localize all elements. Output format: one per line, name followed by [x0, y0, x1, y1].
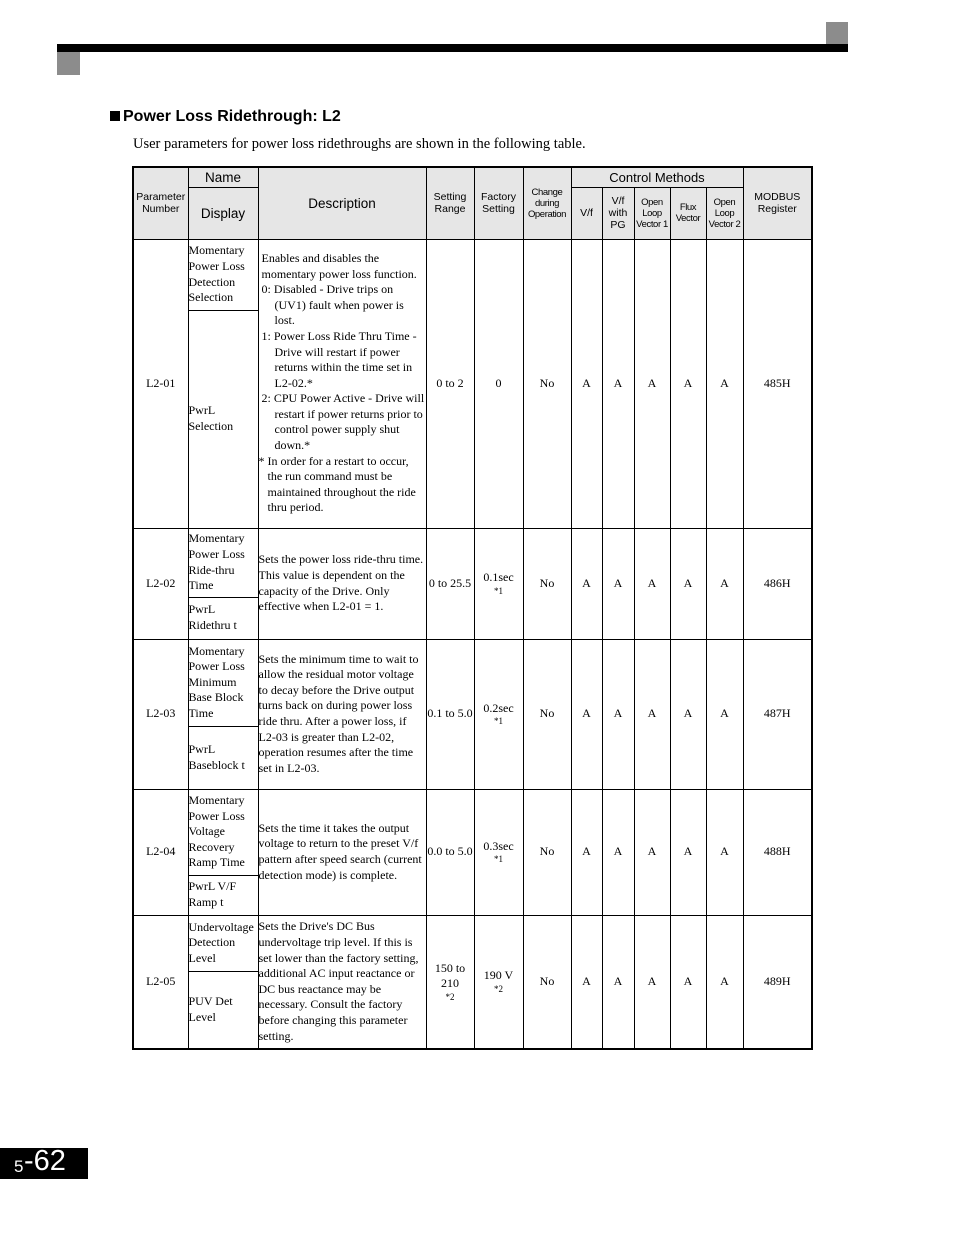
param-number: L2-05	[133, 915, 188, 1049]
param-number: L2-02	[133, 528, 188, 639]
section-title	[110, 108, 341, 126]
factory-footnote: *1	[494, 716, 503, 727]
method-vf: A	[571, 239, 602, 528]
setting-range: 0 to 2	[426, 239, 474, 528]
table-row	[133, 639, 812, 726]
modbus-register: 485H	[743, 239, 812, 528]
table-row	[133, 528, 812, 597]
param-description: Sets the minimum time to wait to allow the residual motor voltage to decay before the Drive output turns back on during power loss ride thru. After a power loss, if L2-03 is greater than L2-02, operation resumes after the time set in L2-03.	[258, 639, 426, 789]
page-number-tab	[0, 1145, 88, 1179]
desc-line: 0: Disabled - Drive trips on (UV1) fault when power is lost.	[261, 282, 404, 328]
table-row	[133, 915, 812, 971]
setting-range: 0.0 to 5.0	[426, 789, 474, 915]
header-name: Name	[188, 167, 258, 187]
change-during-operation: No	[523, 528, 571, 639]
method-olv1: A	[634, 789, 670, 915]
method-olv2: A	[706, 239, 743, 528]
method-olv2: A	[706, 639, 743, 789]
method-vf: A	[571, 528, 602, 639]
range-footnote: *2	[445, 991, 455, 1002]
header-modbus-register: MODBUS Register	[743, 167, 812, 239]
factory-footnote: *1	[494, 585, 503, 596]
method-olv2: A	[706, 789, 743, 915]
header-open-loop-vector-1: Open Loop Vector 1	[634, 187, 670, 239]
param-name: Momentary Power Loss Detection Selection	[188, 239, 258, 310]
desc-line: Enables and disables the momentary power loss function.	[261, 250, 417, 281]
square-bullet-icon	[110, 111, 120, 121]
param-description: Sets the Drive's DC Bus undervoltage trip level. If this is set lower than the factory setting, additional AC input reactance or DC bus reactance may be necessary. Consult the factory before changing this parameter setting.	[258, 915, 426, 1049]
modbus-register: 489H	[743, 915, 812, 1049]
range-value: 150 to 210	[434, 960, 466, 991]
param-number: L2-01	[133, 239, 188, 528]
method-olv1: A	[634, 639, 670, 789]
modbus-register: 486H	[743, 528, 812, 639]
parameter-table	[132, 166, 813, 1050]
param-display: PwrL Ridethru t	[188, 597, 258, 639]
method-olv1: A	[634, 239, 670, 528]
method-flux: A	[670, 915, 706, 1049]
header-tab-right	[826, 22, 848, 44]
method-vf-pg: A	[602, 639, 634, 789]
header-control-methods: Control Methods	[571, 167, 743, 187]
header-parameter-number: Parameter Number	[133, 167, 188, 239]
method-vf: A	[571, 639, 602, 789]
factory-setting	[474, 528, 523, 639]
header-description: Description	[258, 167, 426, 239]
header-vf: V/f	[571, 187, 602, 239]
factory-footnote: *2	[494, 984, 503, 995]
factory-value: 190 V	[483, 968, 514, 983]
method-vf-pg: A	[602, 239, 634, 528]
header-change-during-operation: Change during Operation	[523, 167, 571, 239]
param-description	[258, 239, 426, 528]
setting-range	[426, 915, 474, 1049]
param-name: Momentary Power Loss Voltage Recovery Ramp Time	[188, 789, 258, 875]
method-vf: A	[571, 789, 602, 915]
method-vf-pg: A	[602, 528, 634, 639]
factory-setting	[474, 789, 523, 915]
method-olv1: A	[634, 528, 670, 639]
header-open-loop-vector-2: Open Loop Vector 2	[706, 187, 743, 239]
desc-line: 1: Power Loss Ride Thru Time - Drive will restart if power returns within the time set in L2-02.*	[261, 328, 417, 390]
param-description: Sets the power loss ride-thru time. This value is dependent on the capacity of the Drive. Only effective when L2-01 = 1.	[258, 528, 426, 639]
change-during-operation: No	[523, 915, 571, 1049]
setting-range: 0 to 25.5	[426, 528, 474, 639]
method-flux: A	[670, 639, 706, 789]
table-row	[133, 789, 812, 875]
param-display: PUV Det Level	[188, 971, 258, 1049]
param-number: L2-04	[133, 789, 188, 915]
param-description: Sets the time it takes the output voltage to return to the preset V/f pattern after speed search (current detection mode) is complete.	[258, 789, 426, 915]
factory-setting	[474, 915, 523, 1049]
factory-setting: 0	[474, 239, 523, 528]
factory-footnote: *1	[494, 854, 503, 865]
method-olv2: A	[706, 528, 743, 639]
param-display: PwrL Baseblock t	[188, 726, 258, 789]
desc-line: 2: CPU Power Active - Drive will restart if power returns prior to control power supply shut down.*	[261, 391, 425, 453]
method-vf-pg: A	[602, 915, 634, 1049]
factory-setting	[474, 639, 523, 789]
param-display: PwrL V/F Ramp t	[188, 875, 258, 915]
method-olv1: A	[634, 915, 670, 1049]
table-row	[133, 239, 812, 310]
header-factory-setting: Factory Setting	[474, 167, 523, 239]
chapter-number: 5	[14, 1157, 24, 1176]
change-during-operation: No	[523, 789, 571, 915]
header-vf-with-pg: V/f with PG	[602, 187, 634, 239]
change-during-operation: No	[523, 639, 571, 789]
modbus-register: 488H	[743, 789, 812, 915]
section-title-text: Power Loss Ridethrough: L2	[123, 108, 341, 125]
change-during-operation: No	[523, 239, 571, 528]
method-flux: A	[670, 528, 706, 639]
page-number: -62	[24, 1145, 66, 1177]
method-flux: A	[670, 789, 706, 915]
factory-value: 0.2sec	[483, 700, 514, 715]
method-olv2: A	[706, 915, 743, 1049]
param-name: Momentary Power Loss Ride-thru Time	[188, 528, 258, 597]
header-display: Display	[188, 187, 258, 239]
param-name: Momentary Power Loss Minimum Base Block Time	[188, 639, 258, 726]
factory-value: 0.1sec	[483, 570, 514, 585]
method-flux: A	[670, 239, 706, 528]
factory-value: 0.3sec	[483, 838, 514, 853]
method-vf-pg: A	[602, 789, 634, 915]
header-rule	[57, 44, 848, 52]
param-name: Undervoltage Detection Level	[188, 915, 258, 971]
header-setting-range: Setting Range	[426, 167, 474, 239]
section-intro: User parameters for power loss ridethroughs are shown in the following table.	[133, 136, 586, 152]
param-number: L2-03	[133, 639, 188, 789]
modbus-register: 487H	[743, 639, 812, 789]
header-flux-vector: Flux Vector	[670, 187, 706, 239]
desc-line: * In order for a restart to occur, the run command must be maintained throughout the ride thru period.	[258, 453, 416, 515]
param-display: PwrL Selection	[188, 310, 258, 528]
header-tab-left	[57, 52, 80, 75]
method-vf: A	[571, 915, 602, 1049]
setting-range: 0.1 to 5.0	[426, 639, 474, 789]
